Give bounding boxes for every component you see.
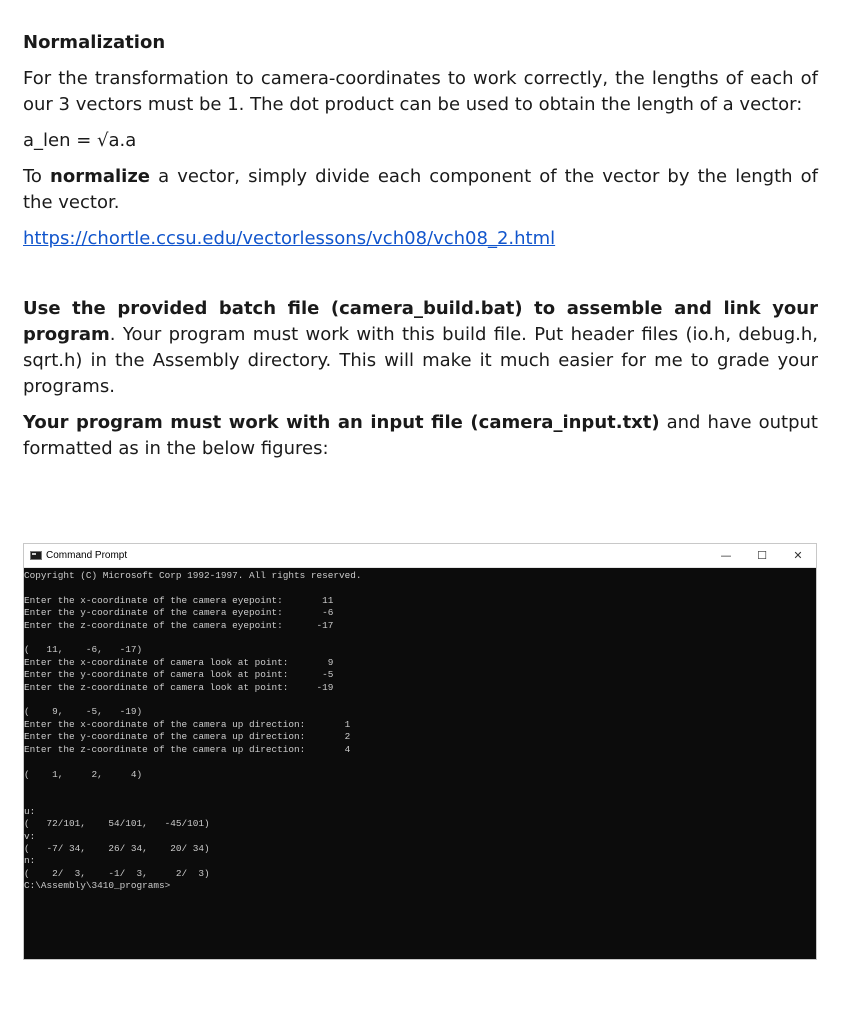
normalization-paragraph: For the transformation to camera-coordinates to work correctly, the lengths of each of our 3 vectors must be 1. The dot product can be used to obtain the length of a vector: xyxy=(23,68,818,115)
console-line: Enter the x-coordinate of the camera eyepoint: 11 xyxy=(24,594,334,606)
build-instructions-bold: Use the provided batch file (camera_build.bat) to assemble and link your program xyxy=(23,298,818,345)
console-line: ( 72/101, 54/101, -45/101) xyxy=(24,818,210,830)
console-text xyxy=(24,570,816,893)
console-line: Enter the y-coordinate of the camera up direction: 2 xyxy=(24,731,351,743)
console-line: Copyright (C) Microsoft Corp 1992-1997. All rights reserved. xyxy=(24,570,362,581)
terminal-icon xyxy=(30,551,42,560)
normalize-paragraph xyxy=(23,164,818,216)
build-instructions-text: . Your program must work with this build file. Put header files (io.h, debug.h, sqrt.h) in the Assembly directory. This will make it much easier for me to grade your programs. xyxy=(23,324,818,397)
normalize-term: normalize xyxy=(50,166,151,187)
input-file-text: and have output formatted as in the below figures: xyxy=(23,412,818,459)
input-file-paragraph xyxy=(23,410,818,462)
window-titlebar xyxy=(24,544,816,568)
console-line: u: xyxy=(24,805,36,817)
console-line: Enter the x-coordinate of camera look at point: 9 xyxy=(24,656,334,668)
command-prompt-window xyxy=(23,543,817,960)
console-line: ( 1, 2, 4) xyxy=(24,768,143,780)
console-line: ( 9, -5, -19) xyxy=(24,706,143,718)
console-output xyxy=(24,568,816,893)
console-line: Enter the z-coordinate of the camera eyepoint: -17 xyxy=(24,619,334,631)
console-line: Enter the x-coordinate of the camera up direction: 1 xyxy=(24,718,351,730)
close-button[interactable]: ✕ xyxy=(793,549,803,562)
console-line: Enter the y-coordinate of camera look at point: -5 xyxy=(24,669,334,681)
window-title: Command Prompt xyxy=(46,550,128,561)
minimize-button[interactable]: — xyxy=(720,549,732,562)
reference-link[interactable]: https://chortle.ccsu.edu/vectorlessons/vch08/vch08_2.html xyxy=(23,228,556,249)
maximize-button[interactable]: ☐ xyxy=(757,549,767,562)
console-line: ( -7/ 34, 26/ 34, 20/ 34) xyxy=(24,842,210,854)
console-line: v: xyxy=(24,830,36,842)
console-line: ( 2/ 3, -1/ 3, 2/ 3) xyxy=(24,867,210,879)
input-file-bold: Your program must work with an input file (camera_input.txt) xyxy=(23,412,660,433)
console-line: C:\Assembly\3410_programs> xyxy=(24,880,171,892)
document-body xyxy=(23,30,818,472)
console-line: ( 11, -6, -17) xyxy=(24,644,143,656)
console-line: Enter the z-coordinate of camera look at point: -19 xyxy=(24,681,334,693)
console-line: Enter the z-coordinate of the camera up direction: 4 xyxy=(24,743,351,755)
console-line: Enter the y-coordinate of the camera eyepoint: -6 xyxy=(24,607,334,619)
build-instructions-paragraph xyxy=(23,296,818,400)
normalize-suffix: a vector, simply divide each component of the vector by the length of the vector. xyxy=(23,166,818,213)
section-heading: Normalization xyxy=(23,32,166,53)
length-formula: a_len = √a.a xyxy=(23,130,137,151)
normalize-prefix: To xyxy=(23,166,51,187)
console-line: n: xyxy=(24,855,36,867)
